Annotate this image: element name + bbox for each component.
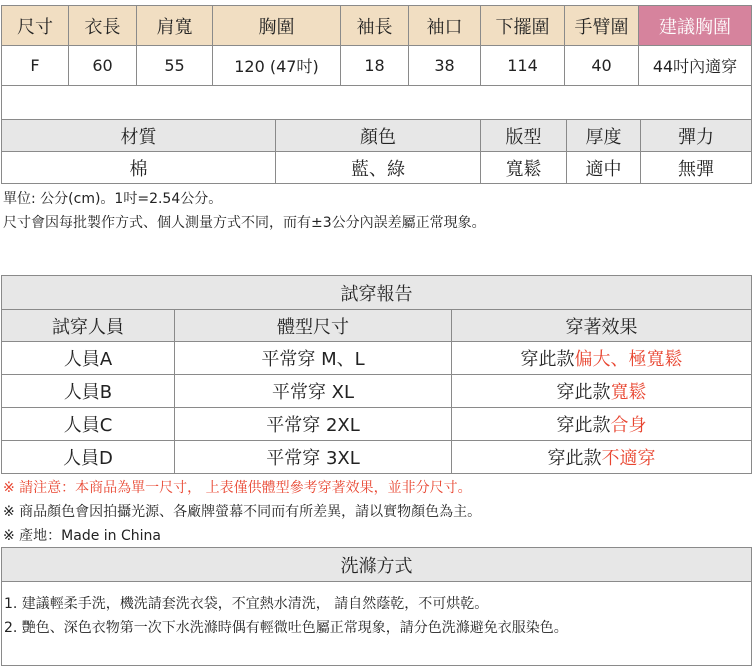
- sleeve-length-value-cell: 18: [341, 46, 409, 86]
- tryon-body-cell: 平常穿 XL: [175, 375, 452, 408]
- tryon-effect-cell: [452, 375, 752, 408]
- color-header-cell: 顏色: [276, 120, 481, 152]
- tolerance-note: 尺寸會因每批製作方式、個人測量方式不同，而有±3公分內誤差屬正常現象。: [3, 215, 486, 231]
- thickness-header-cell: 厚度: [567, 120, 641, 152]
- arm-value-cell: 40: [565, 46, 639, 86]
- color-disclaimer: ※ 商品顏色會因拍攝光源、各廠牌螢幕不同而有所差異，請以實物顏色為主。: [3, 504, 482, 520]
- tryon-person-cell: 人員B: [2, 375, 175, 408]
- tryon-effect-cell: [452, 408, 752, 441]
- tryon-table: [1, 275, 752, 474]
- shoulder-header-cell: 肩寬: [137, 6, 213, 46]
- tryon-title: 試穿報告: [2, 276, 752, 310]
- tryon-body-cell: 平常穿 2XL: [175, 408, 452, 441]
- elasticity-header-cell: 彈力: [641, 120, 752, 152]
- effect-prefix: 穿此款: [556, 382, 611, 403]
- origin-note: ※ 產地：Made in China: [3, 528, 161, 544]
- cuff-header-cell: 袖口: [409, 6, 481, 46]
- tryon-effect-cell: [452, 441, 752, 474]
- recommended-chest-value-cell: 44吋內適穿: [639, 46, 752, 86]
- effect-highlight: 合身: [610, 415, 647, 436]
- tryon-body-cell: 平常穿 3XL: [175, 441, 452, 474]
- chest-value-cell: 120 (47吋): [213, 46, 341, 86]
- material-table: [1, 119, 752, 184]
- elasticity-value-cell: 無彈: [641, 152, 752, 184]
- washing-table: [1, 547, 752, 666]
- washing-title: 洗滌方式: [2, 548, 752, 582]
- effect-highlight: 偏大、極寬鬆: [574, 349, 683, 370]
- thickness-value-cell: 適中: [567, 152, 641, 184]
- unit-note: 單位: 公分(cm)。1吋=2.54公分。: [3, 191, 223, 207]
- effect-highlight: 不適穿: [601, 448, 656, 469]
- effect-prefix: 穿此款: [547, 448, 602, 469]
- tryon-person-cell: 人員D: [2, 441, 175, 474]
- fit-header-cell: 版型: [481, 120, 567, 152]
- cuff-value-cell: 38: [409, 46, 481, 86]
- single-size-notice: ※ 請注意：本商品為單一尺寸， 上表僅供體型參考穿著效果，並非分尺寸。: [3, 480, 472, 496]
- effect-header-cell: 穿著效果: [452, 310, 752, 342]
- tryon-body-cell: 平常穿 M、L: [175, 342, 452, 375]
- spacer-row: [2, 86, 752, 120]
- material-value-cell: 棉: [2, 152, 276, 184]
- sleeve-length-header-cell: 袖長: [341, 6, 409, 46]
- length-header-cell: 衣長: [69, 6, 137, 46]
- body-header-cell: 體型尺寸: [175, 310, 452, 342]
- chest-header-cell: 胸圍: [213, 6, 341, 46]
- washing-line: 2. 艷色、深色衣物第一次下水洗滌時偶有輕微吐色屬正常現象，請分色洗滌避免衣服染色。: [4, 620, 568, 636]
- size-header-cell: 尺寸: [2, 6, 69, 46]
- tryon-person-cell: 人員C: [2, 408, 175, 441]
- shoulder-value-cell: 55: [137, 46, 213, 86]
- size-table: [1, 5, 752, 120]
- effect-highlight: 寬鬆: [610, 382, 647, 403]
- washing-instructions: [2, 582, 752, 666]
- hem-header-cell: 下擺圍: [481, 6, 565, 46]
- length-value-cell: 60: [69, 46, 137, 86]
- effect-prefix: 穿此款: [520, 349, 575, 370]
- effect-prefix: 穿此款: [556, 415, 611, 436]
- washing-line: 1. 建議輕柔手洗，機洗請套洗衣袋，不宜熱水清洗， 請自然蔭乾，不可烘乾。: [4, 596, 489, 612]
- tryon-effect-cell: [452, 342, 752, 375]
- material-header-cell: 材質: [2, 120, 276, 152]
- color-value-cell: 藍、綠: [276, 152, 481, 184]
- tryon-person-cell: 人員A: [2, 342, 175, 375]
- fit-value-cell: 寬鬆: [481, 152, 567, 184]
- size-value-cell: F: [2, 46, 69, 86]
- arm-header-cell: 手臂圍: [565, 6, 639, 46]
- recommended-chest-header-cell: 建議胸圍: [639, 6, 752, 46]
- person-header-cell: 試穿人員: [2, 310, 175, 342]
- hem-value-cell: 114: [481, 46, 565, 86]
